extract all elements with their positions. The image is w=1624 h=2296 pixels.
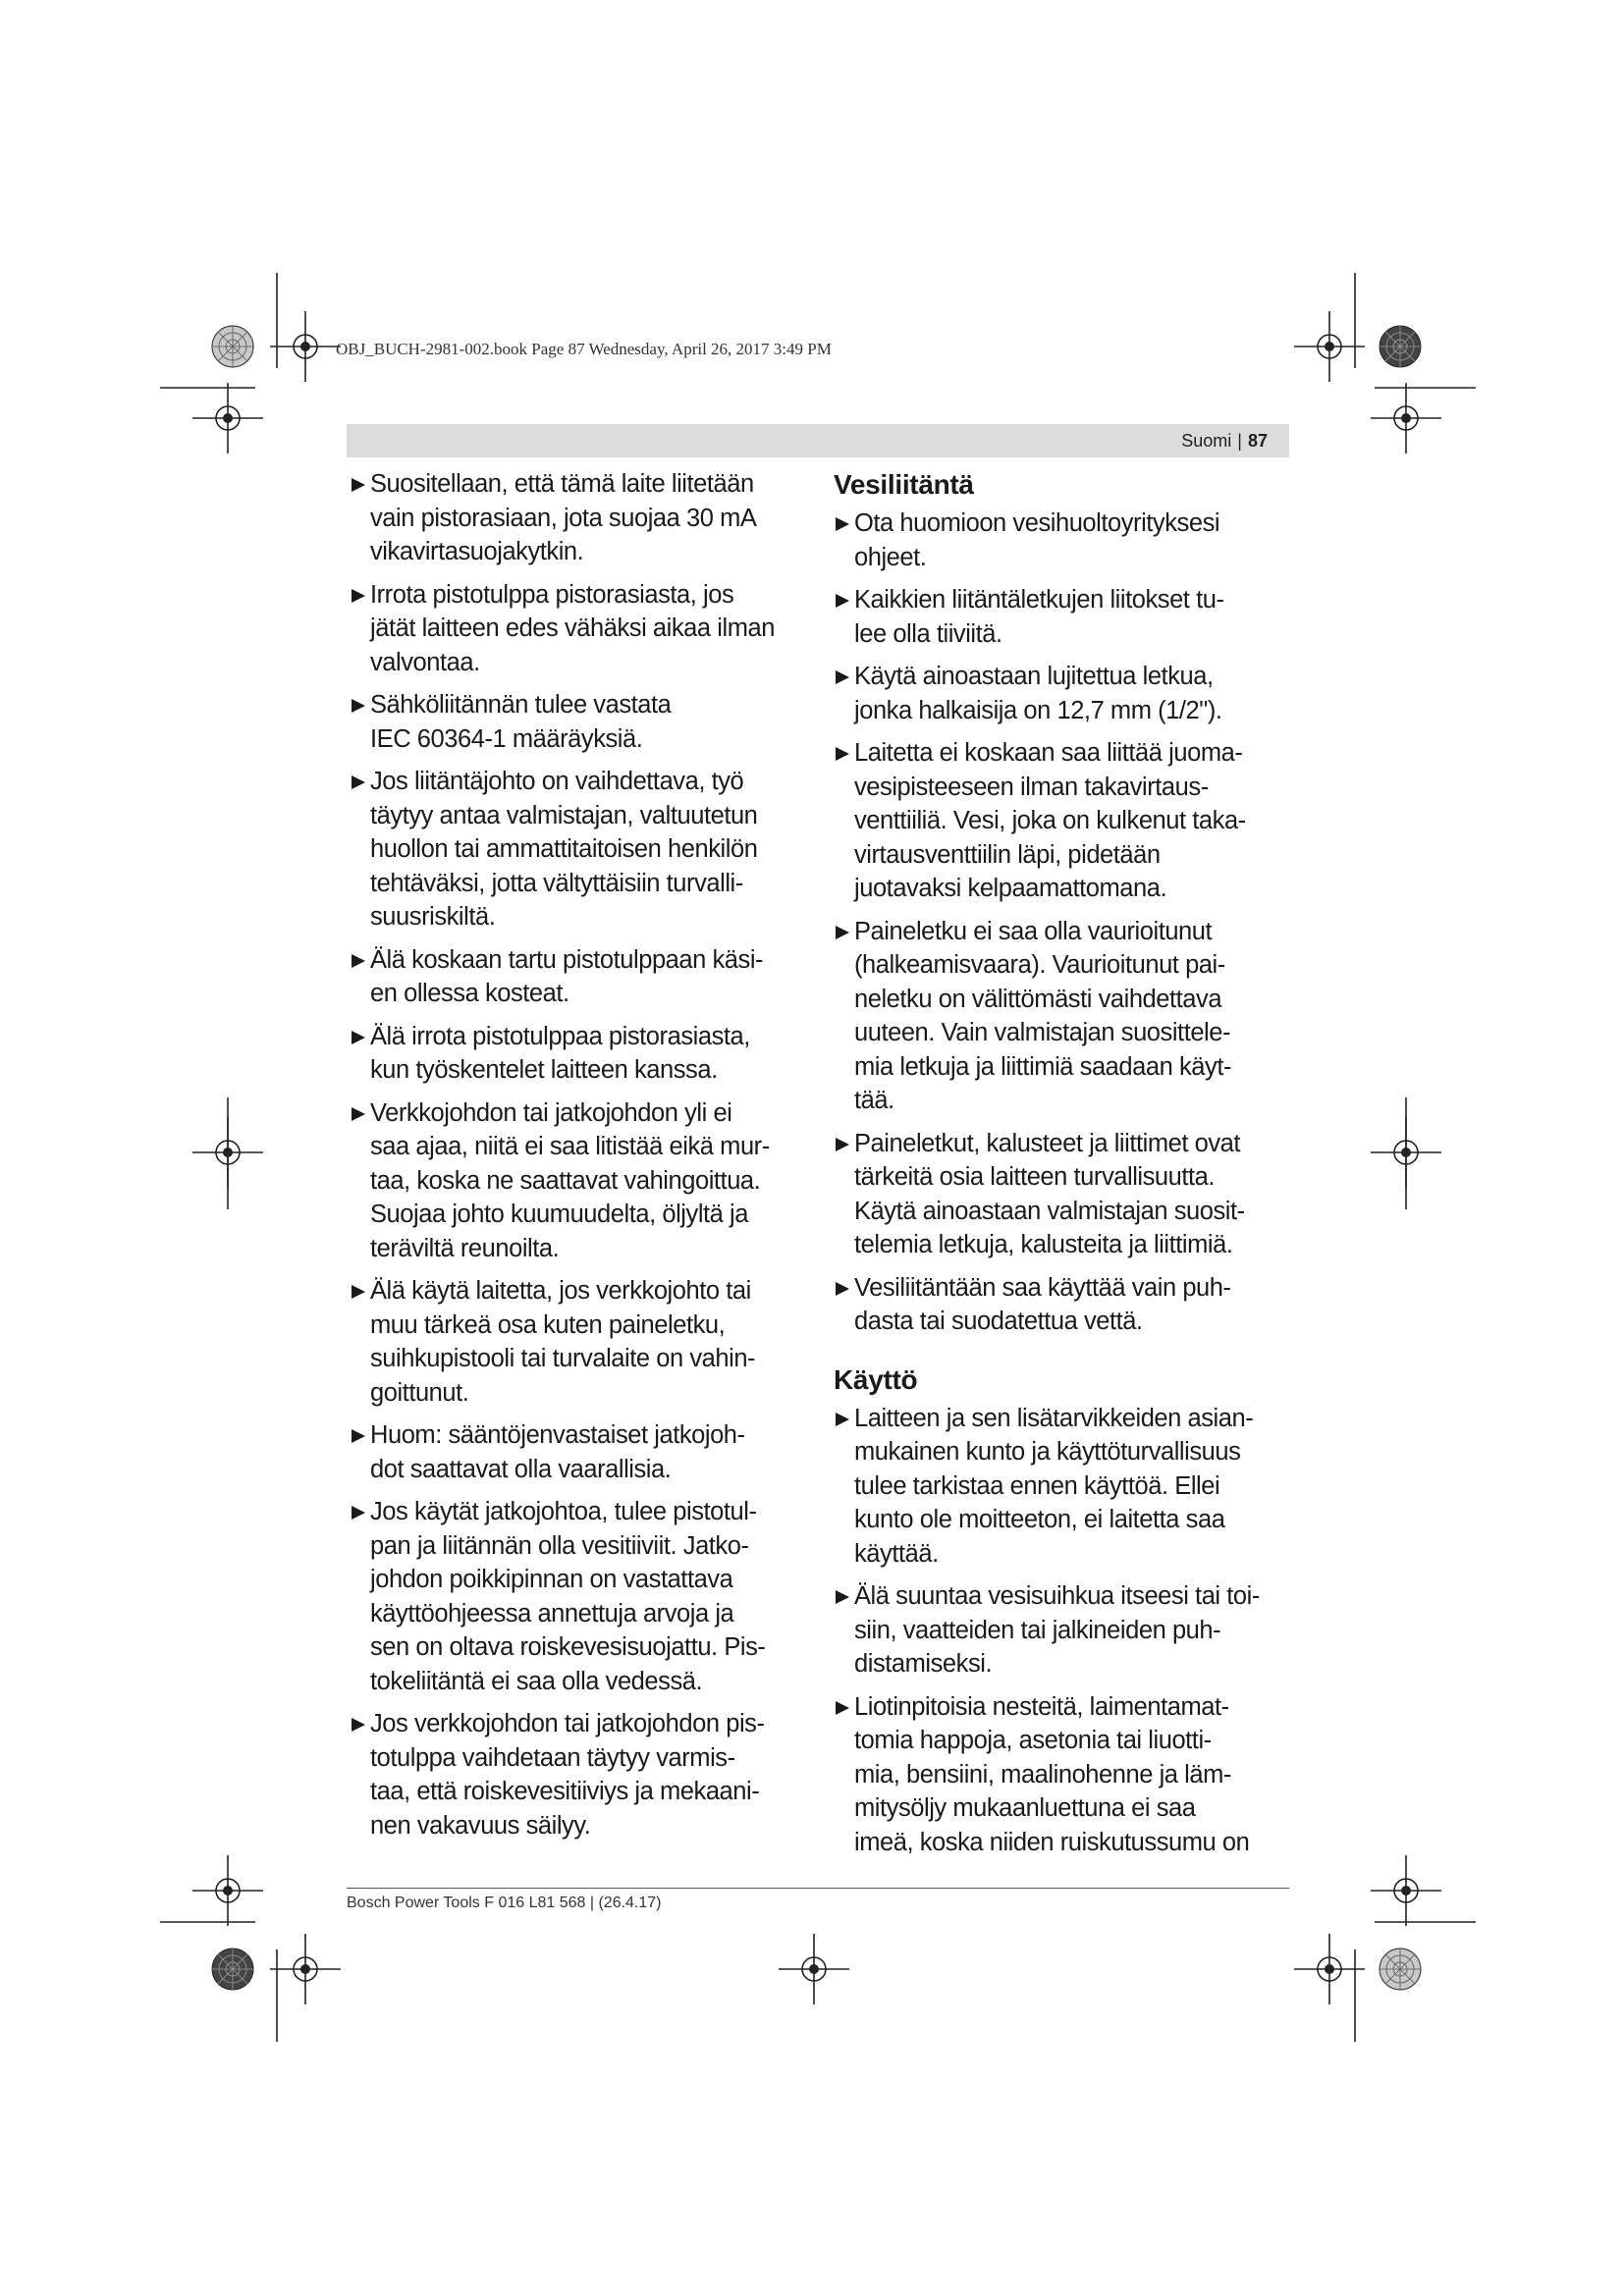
bullet-line: valvontaa. (370, 648, 480, 676)
bullet-item (834, 583, 1287, 651)
bullet-line: tehtäväksi, jotta vältyttäisiin turvalli- (370, 869, 743, 897)
bullet-triangle-icon (352, 1285, 365, 1299)
bullet-line: saa ajaa, niitä ei saa litistää eikä mur- (370, 1133, 770, 1160)
bullet-triangle-icon (836, 1413, 849, 1426)
bullet-line: Ota huomioon vesihuoltoyrityksesi (854, 509, 1220, 537)
bullet-line: Älä suuntaa vesisuihkua itseesi tai toi- (854, 1582, 1260, 1610)
bullet-line: tää. (854, 1087, 894, 1114)
bullet-line: taa, että roiskevesitiiviys ja mekaani- (370, 1778, 760, 1805)
bullet-line: uuteen. Vain valmistajan suosittele- (854, 1019, 1231, 1046)
bullet-item (350, 1707, 796, 1842)
bullet-line: käyttää. (854, 1539, 939, 1568)
left-column (350, 467, 796, 1851)
bullet-line: (halkeamisvaara). Vaurioitunut pai- (854, 951, 1225, 979)
bullet-line: tomia happoja, asetonia tai liuotti- (854, 1727, 1212, 1754)
bullet-triangle-icon (352, 478, 365, 492)
bullet-item (350, 765, 796, 934)
bullet-line: goittunut. (370, 1378, 469, 1407)
page-number: 87 (1247, 431, 1268, 451)
bullet-line: kunto ole moitteeton, ei laitetta saa (854, 1506, 1225, 1533)
bullet-item (350, 467, 796, 569)
registration-mark (1371, 383, 1441, 454)
bullet-item (834, 1271, 1287, 1339)
footer-rule (347, 1888, 1289, 1889)
bullet-line: Sähköliitännän tulee vastata (370, 691, 672, 719)
bullet-line: mia letkuja ja liittimiä saadaan käyt- (854, 1052, 1231, 1081)
bullet-line: huollon tai ammattitaitoisen henkilön (370, 835, 758, 863)
bullet-line: teräviltä reunoilta. (370, 1234, 560, 1262)
bullet-line: Liotinpitoisia nesteitä, laimentamat- (854, 1692, 1229, 1721)
bullet-line: imeä, koska niiden ruiskutussumu on (854, 1828, 1250, 1856)
bullet-item (350, 1020, 796, 1088)
bullet-line: Laitetta ei koskaan saa liittää juoma- (854, 739, 1243, 767)
registration-mark (192, 383, 263, 454)
bullet-line: Älä koskaan tartu pistotulppaan käsi- (370, 945, 764, 974)
bullet-line: tokeliitäntä ei saa olla vedessä. (370, 1667, 703, 1695)
bullet-line: tärkeitä osia laitteen turvallisuutta. (854, 1163, 1216, 1191)
bullet-line: Laitteen ja sen lisätarvikkeiden asian- (854, 1404, 1254, 1432)
bullet-triangle-icon (836, 747, 849, 761)
bullet-line: juotavaksi kelpaamattomana. (854, 875, 1167, 902)
bullet-triangle-icon (836, 517, 849, 531)
bullet-line: Suositellaan, että tämä laite liitetään (370, 470, 754, 498)
bullet-line: ohjeet. (854, 543, 927, 571)
bullet-item (350, 1418, 796, 1486)
section-heading: Vesiliitäntä (834, 469, 974, 500)
bullet-line: Käytä ainoastaan lujitettua letkua, (854, 663, 1214, 690)
bullet-line: IEC 60364-1 määräyksiä. (370, 724, 643, 753)
bullet-line: siin, vaatteiden tai jalkineiden puh- (854, 1616, 1221, 1644)
print-slug-header: OBJ_BUCH-2981-002.book Page 87 Wednesday, April 26, 2017 3:49 PM (336, 340, 832, 358)
bullet-item (834, 1579, 1287, 1682)
bullet-line: Suojaa johto kuumuudelta, öljyltä ja (370, 1201, 748, 1228)
bullet-item (834, 1690, 1287, 1860)
bullet-item (834, 915, 1287, 1118)
bullet-line: muu tärkeä osa kuten paineletku, (370, 1310, 726, 1339)
bullet-line: kun työskentelet laitteen kanssa. (370, 1056, 718, 1084)
bullet-line: dasta tai suodatettua vettä. (854, 1308, 1143, 1335)
right-column (834, 467, 1287, 1868)
running-head-band (347, 424, 1289, 457)
bullet-line: vikavirtasuojakytkin. (370, 538, 584, 565)
bullet-line: pan ja liitännän olla vesitiiviit. Jatko- (370, 1531, 749, 1560)
bullet-line: tulee tarkistaa ennen käyttöä. Ellei (854, 1471, 1220, 1500)
bullet-item (834, 1402, 1287, 1572)
bullet-line: dot saattavat olla vaarallisia. (370, 1455, 672, 1483)
bullet-line: mitysöljy mukaanluettuna ei saa (854, 1794, 1196, 1822)
bullet-triangle-icon (352, 775, 365, 789)
bullet-triangle-icon (836, 1590, 849, 1604)
bullet-line: venttiiliä. Vesi, joka on kulkenut taka- (854, 807, 1246, 834)
bullet-line: jonka halkaisija on 12,7 mm (1/2"). (854, 696, 1222, 724)
running-head-separator: | (1237, 431, 1242, 451)
registration-mark (779, 1934, 849, 2004)
registration-mark (270, 311, 341, 382)
bullet-line: en ollessa kosteat. (370, 980, 569, 1007)
bullet-triangle-icon (352, 1107, 365, 1121)
bullet-line: mukainen kunto ja käyttöturvallisuus (854, 1438, 1241, 1466)
bullet-triangle-icon (836, 1701, 849, 1715)
bullet-item (350, 1495, 796, 1698)
bullet-line: Jos liitäntäjohto on vaihdettava, työ (370, 768, 744, 795)
bullet-line: vesipisteeseen ilman takavirtaus- (854, 773, 1209, 801)
bullet-line: mia, bensiini, maalinohenne ja läm- (854, 1760, 1231, 1789)
bullet-line: Huom: sääntöjenvastaiset jatkojoh- (370, 1421, 745, 1449)
color-wheel-mark (1380, 1949, 1421, 1990)
bullet-line: Käytä ainoastaan valmistajan suosit- (854, 1197, 1245, 1225)
bullet-line: nen vakavuus säilyy. (370, 1811, 591, 1840)
bullet-line: täytyy antaa valmistajan, valtuutetun (370, 801, 758, 829)
bullet-item (350, 1274, 796, 1410)
registration-mark (1371, 1855, 1441, 1926)
bullet-line: vain pistorasiaan, jota suojaa 30 mA (370, 504, 757, 532)
bullet-line: Älä käytä laitetta, jos verkkojohto tai (370, 1277, 751, 1305)
bullet-triangle-icon (352, 954, 365, 968)
bullet-line: Paineletku ei saa olla vaurioitunut (854, 917, 1213, 945)
bullet-line: jätät laitteen edes vähäksi aikaa ilman (370, 614, 775, 642)
bullet-line: Jos käytät jatkojohtoa, tulee pistotul- (370, 1498, 757, 1525)
bullet-line: virtausventtiilin läpi, pidetään (854, 840, 1161, 869)
bullet-item (834, 1127, 1287, 1262)
bullet-item (834, 507, 1287, 574)
bullet-line: Verkkojohdon tai jatkojohdon yli ei (370, 1098, 732, 1127)
bullet-item (834, 660, 1287, 727)
bullet-line: Jos verkkojohdon tai jatkojohdon pis- (370, 1710, 765, 1737)
bullet-triangle-icon (352, 1718, 365, 1732)
bullet-line: johdon poikkipinnan on vastattava (370, 1566, 733, 1593)
bullet-line: sen on oltava roiskevesisuojattu. Pis- (370, 1633, 766, 1661)
bullet-line: suusriskiltä. (370, 903, 496, 931)
section-heading: Käyttö (834, 1363, 918, 1395)
bullet-line: distamiseksi. (854, 1650, 993, 1678)
bullet-line: Älä irrota pistotulppaa pistorasiasta, (370, 1022, 750, 1050)
running-head-section: Suomi (1181, 431, 1232, 451)
bullet-triangle-icon (836, 594, 849, 608)
bullet-item (350, 1096, 796, 1266)
bullet-triangle-icon (836, 1138, 849, 1151)
bullet-line: totulppa vaihdetaan täytyy varmis- (370, 1743, 735, 1772)
bullet-line: telemia letkuja, kalusteita ja liittimiä. (854, 1231, 1233, 1258)
bullet-item (350, 943, 796, 1011)
bullet-item (834, 736, 1287, 906)
bullet-line: Vesiliitäntään saa käyttää vain puh- (854, 1273, 1231, 1302)
bullet-triangle-icon (836, 926, 849, 939)
bullet-line: lee olla tiiviitä. (854, 619, 1002, 648)
bullet-line: taa, koska ne saattavat vahingoittua. (370, 1166, 761, 1195)
color-wheel-mark (1380, 326, 1421, 367)
registration-mark (192, 1855, 263, 1926)
bullet-triangle-icon (352, 1429, 365, 1443)
bullet-triangle-icon (836, 1282, 849, 1296)
registration-mark (270, 1934, 341, 2004)
bullet-line: Kaikkien liitäntäletkujen liitokset tu- (854, 586, 1224, 614)
bullet-line: Paineletkut, kalusteet ja liittimet ovat (854, 1129, 1241, 1157)
bullet-triangle-icon (836, 670, 849, 684)
bullet-triangle-icon (352, 699, 365, 713)
bullet-line: käyttöohjeessa annettuja arvoja ja (370, 1599, 734, 1628)
running-head (1181, 424, 1268, 457)
footer-text: Bosch Power Tools F 016 L81 568 | (26.4.17) (347, 1895, 662, 1911)
bullet-item (350, 578, 796, 680)
bullet-line: suihkupistooli tai turvalaite on vahin- (370, 1345, 756, 1372)
bullet-triangle-icon (352, 1031, 365, 1044)
bullet-triangle-icon (352, 589, 365, 603)
bullet-item (350, 688, 796, 756)
bullet-line: neletku on välittömästi vaihdettava (854, 985, 1222, 1013)
bullet-triangle-icon (352, 1506, 365, 1520)
color-wheel-mark (212, 326, 253, 367)
color-wheel-mark (212, 1949, 253, 1990)
bullet-line: Irrota pistotulppa pistorasiasta, jos (370, 580, 734, 609)
